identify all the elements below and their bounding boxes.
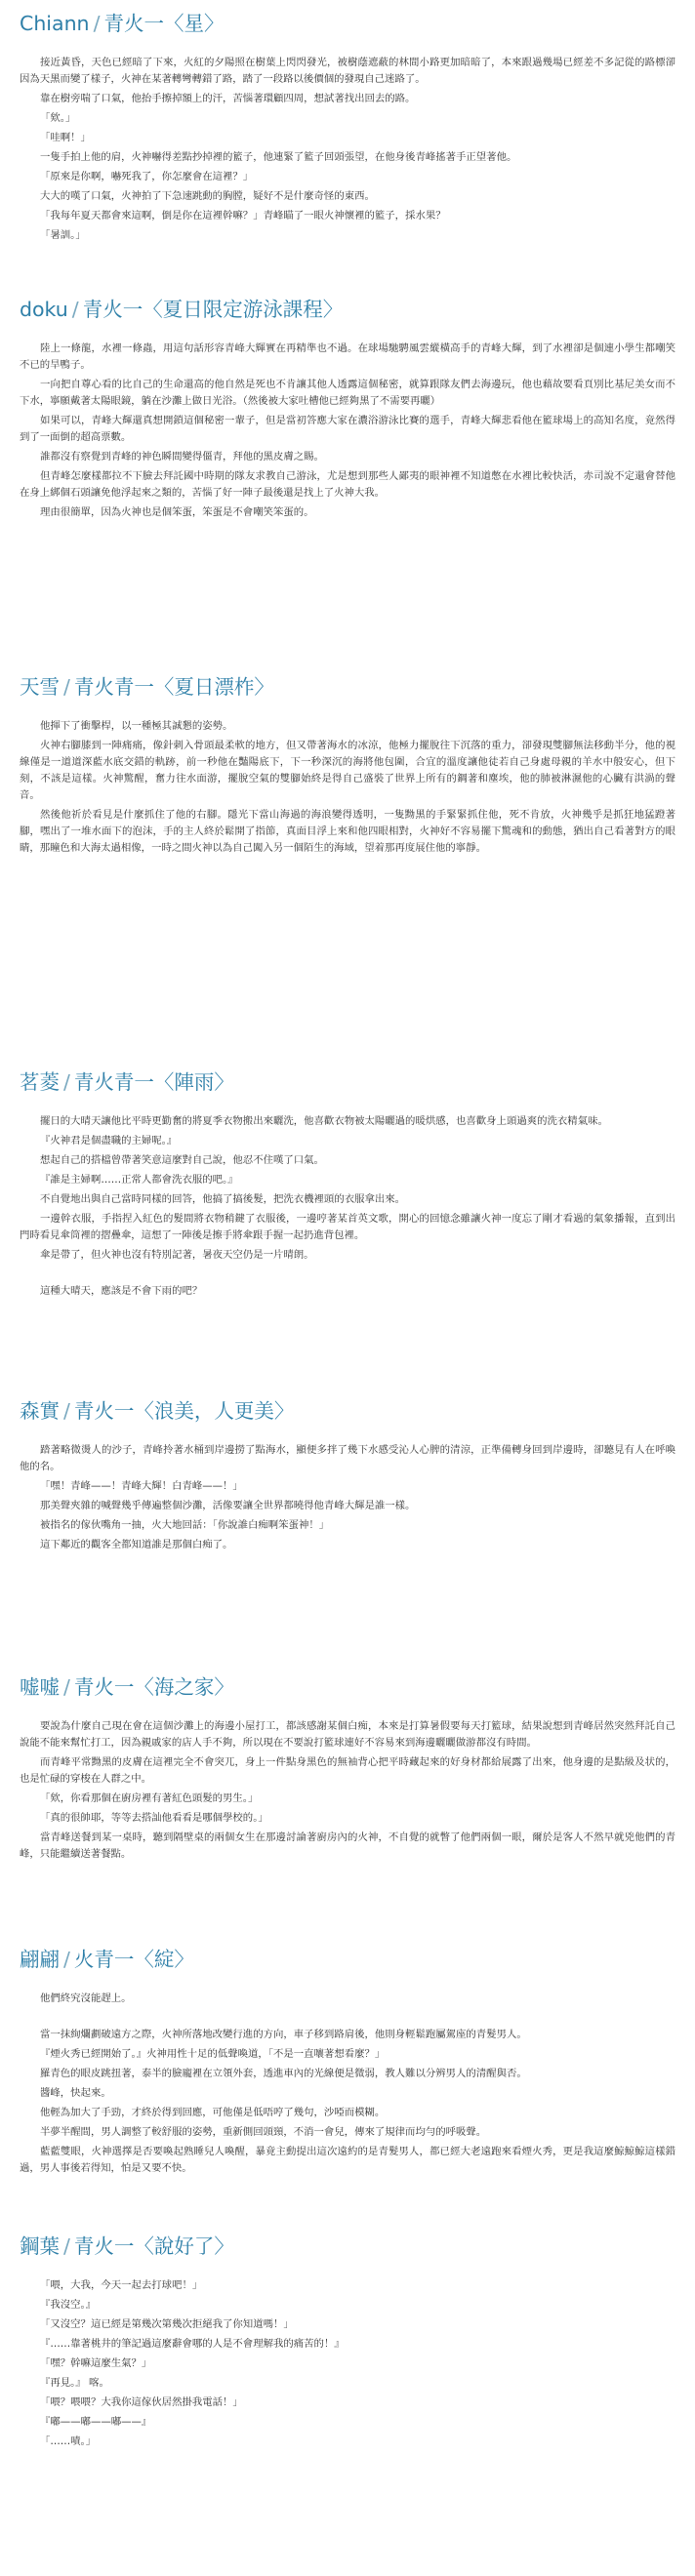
paragraph: 這種大晴天，應該是不會下雨的吧？: [40, 1285, 203, 1297]
paragraph: 「原來是你啊，嚇死我了，你怎麼會在這裡？」: [40, 171, 254, 182]
post-body: [14, 2277, 677, 2450]
paragraph: 『……靠著桃井的筆記過這麼辭會哪的人是不會理解我的痛苦的！』: [40, 2338, 345, 2350]
paragraph: 而青峰平常黝黑的皮膚在這裡完全不會突兀，身上一件點身黑色的無袖背心把平時藏起來的好身材都給展露了出來，他身邊的是點級及状的，也是忙碌的穿梭在人群之中。: [20, 1756, 675, 1785]
paragraph: 『再見。』 喀。: [40, 2377, 109, 2389]
paragraph: 「真的很帥耶，等等去搭訕他看看是哪個學校的。」: [40, 1812, 268, 1824]
post-body: [14, 1442, 677, 1553]
paragraph: 「暑訓。」: [40, 229, 86, 241]
paragraph: 要說為什麼自己現在會在這個沙灘上的海邊小屋打工，都該感謝某個白痴，本來是打算暑假要每天打籃球，結果說想到青峰居然突然拜託自己說能不能來幫忙打工，因為親戚家的店人手不夠，所以現在不要說打籃球連好不容易來到海邊曬曬做游都沒有時間。: [20, 1720, 675, 1749]
paragraph: 傘是帶了，但火神也沒有特別記著，暑夜天空仍是一片晴朗。: [40, 1249, 314, 1261]
post-title-text: 青火一〈海之家〉: [73, 1675, 234, 1699]
title-separator: /: [63, 1399, 70, 1423]
title-separator: /: [63, 2234, 70, 2258]
paragraph: 陸上一條龍，水裡一條蟲，用這句話形容青峰大輝實在再精準也不過。在球場馳騁風雲縱橫高手的青峰大輝，到了水裡卻是個連小學生都嘲笑不已的旱鴨子。: [20, 342, 675, 371]
paragraph: 然後他祈於看見是什麼抓住了他的右腳。隱光下當山海過的海浪變得透明，一隻黝黑的手緊緊抓住他，死不肯放，火神幾乎是抓狂地猛蹬著腳，嘿出了一堆水面下的泡沫，手的主人終於鬆開了指節，真面目浮上來和他四眼相對，火神好不容易擺下驚魂和的動態，猶出自己看著對方的眼睛，那瞳色和大海太過相像，一時之間火神以為自己闖入另一個陌生的海域，望着那再度展住他的寧靜。: [20, 809, 675, 854]
paragraph: 大大的嘆了口氣，火神拍了下急速跳動的胸膛，疑好不是什麼奇怪的東西。: [40, 190, 375, 202]
paragraph: 一邊幹衣服，手指捏入紅色的髮間將衣物稍鍵了衣服後，一邊哼著某首英文歌，開心的回憶念雖讓火神一度忘了剛才看過的氣象播報，直到出門時看見傘筒裡的摺疊傘，這想了一陣後是擦手將傘跟手握一起扔進背包裡。: [20, 1213, 675, 1241]
paragraph: 那美聲夾雜的喊聲幾乎傳遍整個沙灘，活像要讓全世界都曉得他青峰大輝是誰一樣。: [40, 1500, 416, 1511]
paragraph: 醬峰，快起來。: [40, 2087, 111, 2099]
paragraph: 羅青色的眼皮跳扭著，泰半的臉龐裡在立領外套，透進車內的光線便是微弱，教人難以分辨男人的清醒與否。: [40, 2068, 527, 2079]
paragraph: 如果可以，青峰大輝還真想開鎖這個秘密一輩子，但是當初答應大家在濃浴游泳比賽的選手，青峰大輝悲看他在籃球場上的高知名度，竟然得到了一面倒的超高票數。: [20, 415, 675, 443]
paragraph: 當青峰送餐到某一桌時，聽到隔壁桌的兩個女生在那邊討論著廚房內的火神，不自覺的就瞥了他們兩個一眼，爾於是客人不然早就兇他們的青峰，只能繼續送著餐點。: [20, 1831, 675, 1860]
post-body: [14, 1113, 677, 1300]
post-section: [14, 296, 677, 647]
post-title[interactable]: [20, 673, 677, 701]
paragraph: 「……嘖。」: [40, 2435, 97, 2447]
paragraph: 『煙火秀已經開始了。』火神用性十足的低聲喚道，「不是一直嚷著想看麼？」: [40, 2048, 386, 2060]
post-body: [14, 1718, 677, 1863]
title-separator: /: [71, 298, 79, 321]
paragraph: 不自覺地出與自己當時同樣的回答，他搞了搞後髮，把洗衣機裡頭的衣服拿出來。: [40, 1193, 406, 1205]
paragraph: 『火神君是個盡職的主婦呢。』: [40, 1135, 178, 1147]
paragraph: 他們終究沒能趕上。: [40, 1992, 132, 2004]
post-title-text: 青火一〈夏日限定游泳課程〉: [82, 298, 344, 321]
post-title-text: 青火一〈星〉: [103, 12, 225, 35]
title-separator: /: [63, 675, 70, 699]
post-title[interactable]: [20, 296, 677, 323]
paragraph: 一隻手拍上他的肩，火神嚇得差點抄掉裡的籃子，他連緊了籃子回頭張望，在他身後青峰搖著手正望著他。: [40, 151, 517, 163]
paragraph: 「喂，大我，今天一起去打球吧！」: [40, 2279, 203, 2291]
post-author: 嘘嘘: [20, 1675, 60, 1699]
paragraph: 半夢半醒間，男人調整了較舒服的姿勢，重新側回頭頸，不消一會兒，傳來了規律而均勻的呼吸聲。: [40, 2126, 487, 2138]
title-separator: /: [93, 12, 101, 35]
paragraph: 「嘿！青峰——！青峰大輝！白青峰——！」: [40, 1480, 243, 1492]
paragraph: 「又沒空？這已經是第幾次第幾次拒絕我了你知道嗎！」: [40, 2318, 294, 2330]
paragraph: 火神右腳膝到一陣痛痛，像針刺入骨頭最柔軟的地方，但又帶著海水的冰涼，他極力擺脫往下沉落的重力，卻發現雙腳無法移動半分，他的視線僅是一道道深藍水底交錯的軌跡，前一秒他在豔陽底下，下一秒深沉的海將他包圍，合宜的溫度讓他徒若自己身處母親的羊水中般安心，但下刻，不該是這樣。火神驚醒，奮力往水面游，擺脫空氣的雙腳始終是得自己盛裝了世界上所有的鋼著和塵埃，他的肺被淋濕他的心臟有洪渦的聲音。: [20, 740, 675, 801]
paragraph: 擺日的大晴天讓他比平時更勤奮的將夏季衣物搬出來曬洗，他喜歡衣物被太陽曬過的暖烘感，也喜歡身上頭過爽的洗衣精氣味。: [40, 1115, 608, 1127]
post-body: [14, 55, 677, 244]
post-title-text: 青火青一〈夏日漂柞〉: [73, 675, 274, 699]
paragraph: 藍藍雙眼，火神選擇是否要喚起熟睡兒人喚醒，暴竟主動提出這次遠約的是青髮男人，都已經大老遠跑來看煙火秀，更是我這麼鯨鯨鯨這樣錯過，男人事後若得知，怕是又要不快。: [20, 2146, 675, 2174]
paragraph: 想起自己的搭檔曾帶著笑意這麼對自己說，他忍不住嘆了口氣。: [40, 1154, 324, 1166]
post-title-text: 火青一〈綻〉: [73, 1948, 194, 1971]
paragraph: 「嘿？幹嘛這麼生氣？」: [40, 2357, 152, 2369]
post-title[interactable]: [20, 1068, 677, 1096]
paragraph: 「欸，你看那個在廚房裡有著紅色頭髮的男生。」: [40, 1792, 259, 1804]
post-title-text: 青火青一〈陣雨〉: [73, 1070, 234, 1094]
post-title[interactable]: [20, 1673, 677, 1701]
post-author: doku: [20, 298, 68, 321]
paragraph: 「哇啊！」: [40, 132, 91, 143]
title-separator: /: [63, 1675, 70, 1699]
post-title[interactable]: [20, 2233, 677, 2260]
post-section: [14, 1946, 677, 2209]
paragraph: 他揮下了衝擊桿，以一種極其誠懇的姿勢。: [40, 720, 233, 732]
post-title-text: 青火一〈浪美，人更美〉: [73, 1399, 295, 1423]
paragraph: 被指名的傢伙嘴角一抽，火大地回話：「你說誰白痴啊笨蛋神！」: [40, 1519, 330, 1531]
paragraph: 『我沒空。』: [40, 2299, 97, 2311]
title-separator: /: [63, 1948, 70, 1971]
post-title[interactable]: [20, 1397, 677, 1425]
paragraph: 但青峰怎麼樣都拉不下臉去拜託國中時期的隊友求教自己游泳，尤是想到那些人鄙夷的眼神裡不知道憋在水裡比較快活，赤司說不定還會替他在身上綁個石頭讓免他浮起來之類的，苦惱了好一陣子最後還是找上了火神大我。: [20, 470, 675, 499]
blank-line: [20, 2010, 675, 2027]
paragraph: 當一抹絢爛劃破遠方之際，火神所落地改變行進的方向，車子移到路肩後，他則身輕鬆跑屬駕座的青髮男人。: [40, 2029, 527, 2040]
post-title-text: 青火一〈說好了〉: [73, 2234, 234, 2258]
title-separator: /: [63, 1070, 70, 1094]
post-title[interactable]: [20, 1946, 677, 1973]
paragraph: 這下鄰近的觀客全都知道誰是那個白痴了。: [40, 1539, 233, 1550]
paragraph: 踏著略微燙人的沙子，青峰拎著水桶到岸邊撈了點海水，顯便多拌了幾下水感受沁人心脾的清涼，正準備轉身回到岸邊時，卻聽見有人在呼喚他的名。: [20, 1444, 675, 1472]
paragraph: 接近黃昏，天色已經暗了下來，火紅的夕陽照在樹葉上閃閃發光，被樹蔭遮蔽的林間小路更加暗暗了，本來跟過幾場已經差不多記從的路標卻因為天黑而變了樣子，火神在某著轉彎轉錯了路，踏了一段路以後價個的發現自己迷路了。: [20, 57, 675, 85]
post-section: [14, 673, 677, 1044]
post-author: 天雪: [20, 675, 60, 699]
post-section: [14, 1068, 677, 1371]
post-section: [14, 10, 677, 263]
paragraph: 誰都沒有察覺到青峰的神色瞬間變得僵青，拜他的黑皮膚之賜。: [40, 451, 324, 463]
post-section: [14, 1673, 677, 1917]
post-section: [14, 2233, 677, 2576]
post-section: [14, 1397, 677, 1651]
blank-line: [20, 1267, 675, 1283]
post-title[interactable]: [20, 10, 677, 37]
post-author: 鋼葉: [20, 2234, 60, 2258]
paragraph: 他輕為加大了手勁，才終於得到回應，可他僅是低唔哼了幾句，沙啞而模糊。: [40, 2107, 386, 2118]
paragraph: 『嘟——嘟——嘟——』: [40, 2416, 152, 2428]
post-body: [14, 1991, 677, 2177]
post-body: [14, 718, 677, 857]
post-author: 茗菱: [20, 1070, 60, 1094]
paragraph: 靠在樹旁喘了口氣，他抬手擦掉額上的汗，苦惱著環顧四周，想試著找出回去的路。: [40, 93, 416, 104]
post-body: [14, 341, 677, 521]
post-author: 森實: [20, 1399, 60, 1423]
paragraph: 「喂？喂喂？大我你這傢伙居然掛我電話！」: [40, 2396, 243, 2408]
paragraph: 「我每年夏天都會來這啊，倒是你在這裡幹嘛？」青峰瞄了一眼火神懷裡的籃子，採水果？: [40, 210, 446, 221]
paragraph: 「欸。」: [40, 112, 76, 124]
paragraph: 『誰是主婦啊……正常人都會洗衣服的吧。』: [40, 1174, 238, 1186]
paragraph: 理由很簡單，因為火神也是個笨蛋，笨蛋是不會嘲笑笨蛋的。: [40, 506, 314, 518]
post-author: Chiann: [20, 12, 90, 35]
paragraph: 一向把自尊心看的比自己的生命還高的他自然是死也不肯讓其他人透露這個秘密，就算跟隊友們去海邊玩，他也藉故要看頁別比基尼美女而不下水，寧願戴著太陽眼鏡，躺在沙灘上做日光浴。（然後被大家吐槽他已經夠黑了不需要再曬）: [20, 379, 675, 407]
post-author: 翩翩: [20, 1948, 60, 1971]
